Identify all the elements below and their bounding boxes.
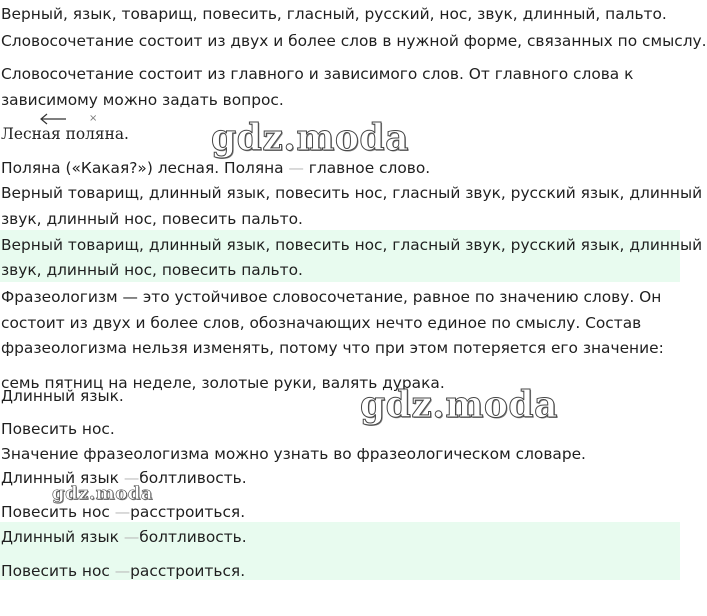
meaning-2-value: расстроиться. xyxy=(130,503,246,521)
dash-mark: — xyxy=(114,503,131,521)
answer-1-value: болтливость. xyxy=(139,528,247,546)
dash-mark: — xyxy=(123,469,140,487)
idiom-def-3: фразеологизма нельзя изменять, потому что при этом потеряется его значение: xyxy=(1,339,664,357)
analysis-text-end: главное слово. xyxy=(308,159,431,177)
analysis-text: Поляна («Какая?») лесная. Поляна xyxy=(1,159,289,177)
idiom-1: Длинный язык. xyxy=(1,387,124,405)
idiom-def-1: Фразеологизм — это устойчивое словосочетание, равное по значению слову. Он xyxy=(1,288,662,306)
meaning-1-term: Длинный язык xyxy=(1,469,124,487)
meaning-1-value: болтливость. xyxy=(139,469,247,487)
answer-1 xyxy=(1,524,247,550)
answer-2 xyxy=(1,558,245,584)
watermark-1: gdz.moda xyxy=(211,117,409,159)
example-phrase: Лесная поляна. xyxy=(1,125,129,143)
dash-mark: — xyxy=(114,562,131,580)
analysis-line xyxy=(1,155,430,181)
rule-line-1: Словосочетание состоит из главного и зависимого слов. От главного слова к xyxy=(1,65,634,83)
idiom-examples: семь пятниц на неделе, золотые руки, валять дурака. xyxy=(1,374,445,392)
highlighted-phrases-line-1: Верный товарищ, длинный язык, повесить нос, гласный звук, русский язык, длинный xyxy=(1,236,703,254)
watermark-2: gdz.moda xyxy=(360,384,558,426)
meaning-2 xyxy=(1,499,245,525)
answer-1-term: Длинный язык xyxy=(1,528,124,546)
dash-mark: — xyxy=(288,159,309,177)
answer-2-term: Повесить нос xyxy=(1,562,115,580)
meaning-2-term: Повесить нос xyxy=(1,503,115,521)
definition-phrase: Словосочетание состоит из двух и более слов в нужной форме, связанных по смыслу. xyxy=(1,32,707,50)
idiom-2: Повесить нос. xyxy=(1,420,115,438)
dictionary-note: Значение фразеологизма можно узнать во фразеологическом словаре. xyxy=(1,445,586,463)
dash-mark: — xyxy=(123,528,140,546)
word-list: Верный, язык, товарищ, повесить, гласный, русский, нос, звук, длинный, пальто. xyxy=(1,5,667,23)
cross-mark-icon: × xyxy=(89,113,98,124)
watermark-3: gdz.moda xyxy=(52,483,153,504)
phrases-line-1: Верный товарищ, длинный язык, повесить нос, гласный звук, русский язык, длинный xyxy=(1,184,703,202)
phrases-line-2: звук, длинный нос, повесить пальто. xyxy=(1,210,303,228)
answer-2-value: расстроиться. xyxy=(130,562,246,580)
idiom-examples-clipped xyxy=(0,362,680,392)
highlighted-phrases-line-2: звук, длинный нос, повесить пальто. xyxy=(1,261,303,279)
rule-line-2: зависимому можно задать вопрос. xyxy=(1,91,284,109)
idiom-def-2: состоит из двух и более слов, обозначающих нечто единое по смыслу. Состав xyxy=(1,314,642,332)
